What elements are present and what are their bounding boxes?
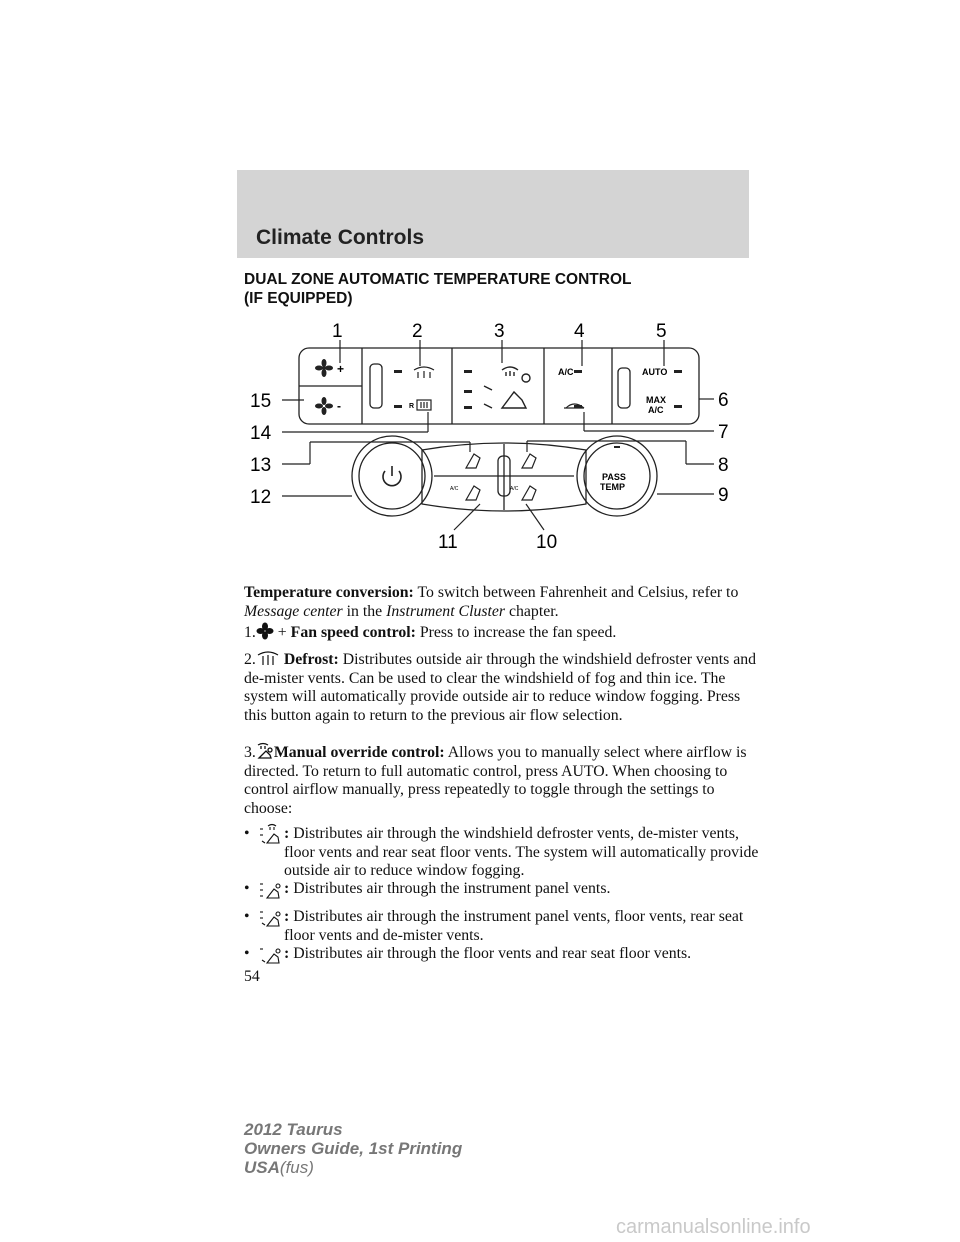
section-heading-line1: DUAL ZONE AUTOMATIC TEMPERATURE CONTROL xyxy=(244,271,632,288)
item-label: Defrost: xyxy=(283,651,339,668)
fan-plus-label: + xyxy=(337,362,345,376)
defrost-floor-mode-icon xyxy=(258,823,282,845)
callout-3: 3 xyxy=(494,321,505,342)
defrost-icon xyxy=(256,649,280,667)
conversion-label: Temperature conversion: xyxy=(244,584,414,601)
callout-10: 10 xyxy=(536,532,558,553)
panel-floor-mode-icon xyxy=(258,906,282,928)
callout-2: 2 xyxy=(412,321,423,342)
bullet-colon: : xyxy=(284,908,290,925)
footer-line: Owners Guide, 1st Printing xyxy=(244,1139,463,1158)
callout-13: 13 xyxy=(250,455,272,476)
bullet-text: Distributes air through the windshield defroster vents, de-mister vents, floor vents and rear seat floor vents. The system will automatically provide outside air to reduce window fogging. xyxy=(284,825,759,880)
rear-label: R xyxy=(409,403,415,410)
bullet-dot: • xyxy=(244,945,250,962)
heated-seat-icon xyxy=(466,454,480,468)
section-heading-line2: (IF EQUIPPED) xyxy=(244,290,353,307)
item-defrost xyxy=(244,649,764,725)
bullet-dot: • xyxy=(244,908,250,925)
footer-line: USA xyxy=(244,1158,280,1177)
item-prefix: + xyxy=(273,624,291,641)
max-label: MAX xyxy=(646,395,666,405)
bullet-colon: : xyxy=(284,880,290,897)
footer-line: 2012 Taurus xyxy=(244,1120,343,1139)
temperature-conversion-paragraph xyxy=(244,584,764,621)
bullet-dot: • xyxy=(244,825,250,842)
bullet-colon: : xyxy=(284,945,290,962)
footer-print-info xyxy=(244,1120,462,1177)
callout-8: 8 xyxy=(718,455,729,476)
rear-defrost-icon xyxy=(417,400,431,410)
instrument-cluster-ref: Instrument Cluster xyxy=(386,602,506,620)
callout-14: 14 xyxy=(250,423,272,444)
airflow-person-icon xyxy=(484,367,530,408)
page-number: 54 xyxy=(244,968,260,985)
bullet-text: Distributes air through the instrument panel vents. xyxy=(289,880,611,897)
fan-icon xyxy=(256,622,274,640)
callout-9: 9 xyxy=(718,485,729,506)
callout-12: 12 xyxy=(250,487,272,508)
conversion-text: in the xyxy=(342,602,387,620)
conversion-text: To switch between Fahrenheit and Celsius, refer to xyxy=(413,584,739,601)
item-number: 2. xyxy=(244,651,256,668)
callout-15: 15 xyxy=(250,391,272,412)
callout-11: 11 xyxy=(438,532,458,553)
temp-label: TEMP xyxy=(600,482,626,492)
message-center-ref: Message center xyxy=(244,602,343,620)
power-icon xyxy=(383,466,401,486)
bullet-text: Distributes air through the instrument panel vents, floor vents, rear seat floor vents and de-mister vents. xyxy=(284,908,744,944)
seat-ac-label: A/C xyxy=(450,486,459,492)
bullet-text: Distributes air through the floor vents and rear seat floor vents. xyxy=(289,945,692,962)
callout-4: 4 xyxy=(574,321,585,342)
pass-label: PASS xyxy=(602,472,626,482)
seat-ac-label: A/C xyxy=(510,486,519,492)
panel-mode-icon xyxy=(258,878,282,900)
item-label: Manual override control: xyxy=(273,744,445,761)
item-text: Distributes outside air through the windshield defroster vents and de-mister vents. Can be used to clear the windshield of fog and thin ice. The system will automatically provide outside air to reduce window fogging. Press this button again to return to the previous air flow selection. xyxy=(244,651,757,724)
bullet-colon: : xyxy=(284,825,290,842)
fan-icon xyxy=(315,397,333,415)
item-manual-override xyxy=(244,742,764,818)
callout-5: 5 xyxy=(656,321,667,342)
heated-seat-icon xyxy=(522,454,536,468)
auto-button-label: AUTO xyxy=(642,367,668,377)
floor-mode-icon xyxy=(258,943,282,965)
fan-minus-label: - xyxy=(337,399,341,413)
item-fan-speed xyxy=(244,622,764,643)
climate-control-diagram xyxy=(244,308,744,558)
bullet-dot: • xyxy=(244,880,250,897)
callout-7: 7 xyxy=(718,422,729,443)
fan-icon xyxy=(315,359,333,377)
section-heading xyxy=(244,270,764,308)
footer-code: (fus) xyxy=(279,1158,314,1177)
item-number: 3. xyxy=(244,744,256,761)
callout-6: 6 xyxy=(718,390,729,411)
ac-button-label: A/C xyxy=(558,367,574,377)
airflow-person-icon xyxy=(256,742,274,760)
conversion-text: chapter. xyxy=(505,602,559,620)
cooled-seat-icon xyxy=(522,486,536,500)
defrost-icon xyxy=(414,367,434,378)
item-text: Allows you to manually select where airflow is directed. To return to full automatic control, press AUTO. When choosing to control airflow manually, press repeatedly to toggle through the settings to choose: xyxy=(244,744,747,817)
cooled-seat-icon xyxy=(466,486,480,500)
watermark: carmanualsonline.info xyxy=(616,1216,811,1238)
callout-1: 1 xyxy=(332,321,343,342)
item-text: Press to increase the fan speed. xyxy=(415,624,617,641)
chapter-title: Climate Controls xyxy=(256,226,425,249)
max-ac-label: A/C xyxy=(648,405,664,415)
item-label: Fan speed control: xyxy=(290,624,416,641)
item-number: 1. xyxy=(244,624,256,641)
